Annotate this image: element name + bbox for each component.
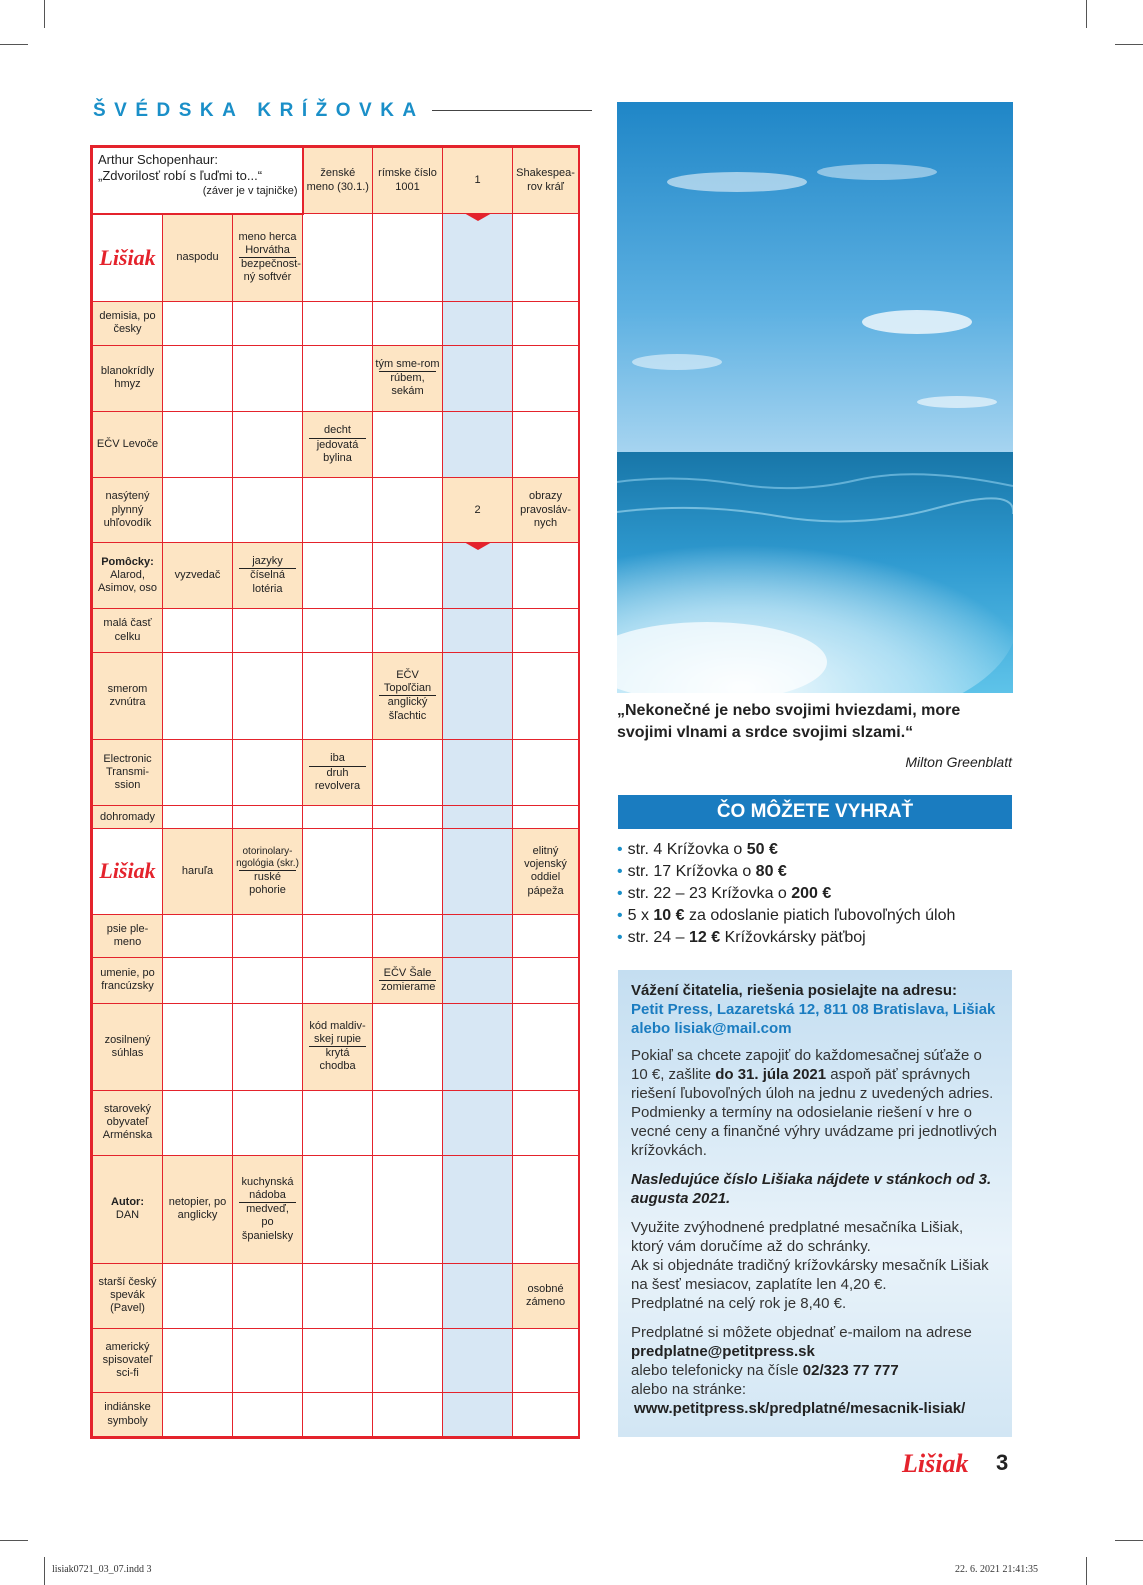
secret-cell[interactable] [443, 1003, 513, 1090]
clue-cell [93, 302, 163, 346]
clue-cell [93, 806, 163, 829]
secret-cell[interactable] [443, 1155, 513, 1263]
secret-cell[interactable] [443, 1090, 513, 1155]
prize-amount: 200 € [791, 885, 832, 902]
answer-cell[interactable] [233, 1090, 303, 1155]
clue-cell [93, 542, 163, 608]
answer-cell[interactable] [373, 829, 443, 915]
answer-cell[interactable] [163, 1090, 233, 1155]
answer-cell[interactable] [373, 1090, 443, 1155]
answer-cell[interactable] [513, 345, 579, 411]
clue-cell [513, 478, 579, 543]
clue-text: meno herca Horvátha [238, 230, 297, 257]
clue-cell [373, 345, 443, 411]
crop-mark [44, 0, 45, 28]
answer-cell[interactable] [513, 1003, 579, 1090]
answer-cell[interactable] [163, 345, 233, 411]
secret-number-cell [443, 148, 513, 214]
answer-cell[interactable] [163, 652, 233, 739]
crossword-quote-cell [93, 148, 303, 214]
answer-cell[interactable] [303, 214, 373, 302]
secret-number-cell [443, 478, 513, 543]
clue-text: jazyky [252, 555, 283, 568]
secret-cell[interactable] [443, 345, 513, 411]
answer-cell[interactable] [513, 412, 579, 478]
info-next-issue: Nasledujúce číslo Lišiaka nájdete v stánkoch od 3. augusta 2021. [631, 1171, 992, 1207]
clue-text: obrazy pravosláv-nych [520, 490, 571, 529]
clue-cell [513, 148, 579, 214]
clue-cell [93, 1328, 163, 1393]
clue-text: umenie, po francúzsky [100, 967, 155, 993]
answer-cell[interactable] [303, 806, 373, 829]
clue-text: kuchynská nádoba [241, 1175, 294, 1201]
crop-mark [1115, 44, 1143, 45]
print-slug-left: lisiak0721_03_07.indd 3 [52, 1564, 152, 1575]
answer-cell[interactable] [163, 958, 233, 1003]
sea-photo-image [617, 102, 1013, 693]
answer-cell[interactable] [303, 478, 373, 543]
clue-text: haruľa [181, 864, 214, 877]
answer-cell[interactable] [513, 806, 579, 829]
prize-text: za odoslanie piatich ľubovoľných úloh [684, 907, 956, 924]
answer-cell[interactable] [373, 609, 443, 653]
secret-cell[interactable] [443, 958, 513, 1003]
clue-text: staroveký obyvateľ Arménska [102, 1102, 153, 1142]
clue-cell [233, 829, 303, 915]
clue-text: anglický šľachtic [379, 695, 436, 722]
clue-text: iba [330, 752, 345, 765]
secret-cell[interactable] [443, 302, 513, 346]
crop-mark [0, 44, 28, 45]
answer-cell[interactable] [373, 542, 443, 608]
answer-cell[interactable] [233, 609, 303, 653]
answer-cell[interactable] [303, 652, 373, 739]
clue-cell [93, 1263, 163, 1328]
prize-text: str. 4 Krížovka o [627, 841, 747, 858]
info-subscription: Ak si objednáte tradičný krížovkársky mesačník Lišiak na šesť mesiacov, zaplatíte len 4,20 €. [631, 1257, 989, 1293]
title-rule [432, 110, 592, 111]
logo-cell [93, 829, 163, 915]
clue-cell [303, 148, 373, 214]
info-order-text: alebo telefonicky na čísle [631, 1362, 803, 1379]
clue-cell [93, 1155, 163, 1263]
sea-quote-author: Milton Greenblatt [905, 754, 1012, 770]
secret-cell[interactable] [443, 542, 513, 608]
answer-cell[interactable] [373, 412, 443, 478]
answer-cell[interactable] [373, 740, 443, 806]
clue-text: nasýtený plynný uhľovodík [103, 490, 152, 529]
lisiak-logo: Lišiak [99, 858, 156, 884]
clue-text: rúbem, sekám [379, 371, 436, 398]
clue-text: indiánske symboly [104, 1401, 151, 1427]
prize-amount: 12 € [688, 929, 721, 946]
clue-text: zomierame [381, 980, 436, 993]
clue-cell [373, 958, 443, 1003]
answer-cell[interactable] [163, 1328, 233, 1393]
clue-cell [303, 740, 373, 806]
clue-text: osobné zámeno [525, 1282, 566, 1308]
secret-cell[interactable] [443, 1393, 513, 1437]
clue-text: bezpečnost-ný softvér [241, 258, 301, 284]
clue-text: starší český spevák (Pavel) [98, 1275, 157, 1315]
info-address: Petit Press, Lazaretská 12, 811 08 Bratislava, Lišiak alebo lisiak@mail.com [631, 1001, 996, 1037]
clue-text: Alarod, Asimov, oso [97, 568, 158, 595]
answer-cell[interactable] [303, 1328, 373, 1393]
clue-cell [373, 148, 443, 214]
clue-cell [93, 914, 163, 958]
info-contest-text: Pokiaľ sa chcete zapojiť do každomesačnej súťaže o 10 €, zašlite [631, 1047, 982, 1083]
answer-cell[interactable] [373, 806, 443, 829]
crop-mark [1086, 1557, 1087, 1585]
logo-cell [93, 214, 163, 302]
clue-cell [93, 1090, 163, 1155]
prize-text: 5 x [627, 907, 654, 924]
clue-cell [93, 412, 163, 478]
info-order-email[interactable]: predplatne@petitpress.sk [631, 1343, 815, 1360]
answer-cell[interactable] [163, 412, 233, 478]
clue-text: Electronic Transmi-ssion [103, 752, 152, 792]
answer-cell[interactable] [373, 1263, 443, 1328]
answer-cell[interactable] [233, 806, 303, 829]
clue-text: naspodu [176, 251, 219, 264]
secret-cell[interactable] [443, 1328, 513, 1393]
info-subscription: Predplatné na celý rok je 8,40 €. [631, 1295, 847, 1312]
answer-cell[interactable] [303, 609, 373, 653]
clue-cell [513, 1263, 579, 1328]
prizes-header: ČO MÔŽETE VYHRAŤ [618, 795, 1012, 829]
secret-number: 1 [474, 173, 481, 186]
answer-cell[interactable] [373, 1003, 443, 1090]
clue-text: otorinolary-ngológia (skr.) [236, 845, 299, 869]
info-subscription: Využite zvýhodnené predplatné mesačníka Lišiak, ktorý vám doručíme až do schránky. [631, 1219, 964, 1255]
prize-text: Krížovkársky päťboj [720, 929, 866, 946]
page-title: ŠVÉDSKA KRÍŽOVKA [93, 100, 425, 121]
clue-text: Pomôcky: [101, 555, 154, 568]
clue-text: demisia, po česky [99, 310, 156, 336]
answer-cell[interactable] [513, 652, 579, 739]
secret-cell[interactable] [443, 1263, 513, 1328]
answer-cell[interactable] [513, 740, 579, 806]
prize-item [617, 927, 955, 949]
secret-number: 2 [474, 503, 481, 516]
clue-text: EČV Topoľčian [383, 669, 432, 695]
clue-text: ženské meno (30.1.) [306, 167, 369, 193]
answer-cell[interactable] [233, 958, 303, 1003]
clue-text: EČV Šale [383, 966, 432, 979]
answer-cell[interactable] [303, 302, 373, 346]
answer-cell[interactable] [163, 609, 233, 653]
sea-quote: „Nekonečné je nebo svojimi hviezdami, more svojimi vlnami a srdce svojimi slzami.“ [617, 702, 961, 741]
answer-cell[interactable] [303, 829, 373, 915]
prize-item [617, 861, 955, 883]
answer-cell[interactable] [163, 1003, 233, 1090]
clue-cell [513, 829, 579, 915]
arrow-down-icon [464, 213, 492, 221]
answer-cell[interactable] [513, 1393, 579, 1437]
secret-cell[interactable] [443, 806, 513, 829]
clue-text: EČV Levoče [96, 438, 159, 451]
secret-cell[interactable] [443, 914, 513, 958]
clue-cell [93, 652, 163, 739]
clue-text: tým sme-rom [375, 358, 440, 371]
clue-text: decht [324, 424, 351, 437]
info-order-phone: 02/323 77 777 [802, 1362, 899, 1379]
answer-cell[interactable] [303, 1263, 373, 1328]
prizes-list [617, 839, 955, 949]
prize-item [617, 839, 955, 861]
clue-text: blanokrídly hmyz [100, 365, 155, 391]
answer-cell[interactable] [513, 914, 579, 958]
answer-cell[interactable] [163, 478, 233, 543]
clue-text: psie ple-meno [106, 922, 149, 949]
clue-text: vyzvedač [174, 568, 221, 581]
clue-cell [373, 652, 443, 739]
answer-cell[interactable] [233, 1003, 303, 1090]
answer-cell[interactable] [163, 1263, 233, 1328]
clue-text: jedovatá bylina [309, 438, 366, 465]
prize-text: str. 24 – [627, 929, 689, 946]
answer-cell[interactable] [513, 609, 579, 653]
info-box [618, 970, 1012, 1437]
clue-cell [233, 1155, 303, 1263]
answer-cell[interactable] [513, 542, 579, 608]
clue-cell [93, 478, 163, 543]
clue-text: americký spisovateľ sci-fi [102, 1340, 153, 1379]
secret-cell[interactable] [443, 829, 513, 915]
clue-text: elitný vojenský oddiel pápeža [524, 844, 567, 897]
answer-cell[interactable] [303, 1155, 373, 1263]
clue-text: Shakespea-rov kráľ [516, 167, 575, 193]
answer-cell[interactable] [373, 302, 443, 346]
answer-cell[interactable] [233, 740, 303, 806]
clue-text: DAN [115, 1209, 140, 1222]
answer-cell[interactable] [513, 958, 579, 1003]
answer-cell[interactable] [233, 345, 303, 411]
info-contest-text: aspoň päť správnych riešení ľubovoľných úloh na jednu z uvedených adries. Podmienky a termíny na odosielanie riešení v hre o vecné ceny a finančné výhry uvádzame pri jednotlivých krížovkách. [631, 1066, 998, 1159]
clue-cell [163, 829, 233, 915]
answer-cell[interactable] [233, 412, 303, 478]
page-number: 3 [996, 1450, 1009, 1475]
answer-cell[interactable] [163, 740, 233, 806]
answer-cell[interactable] [513, 1328, 579, 1393]
answer-cell[interactable] [233, 914, 303, 958]
clue-text: číselná lotéria [239, 568, 296, 595]
answer-cell[interactable] [373, 214, 443, 302]
secret-cell[interactable] [443, 652, 513, 739]
secret-cell[interactable] [443, 609, 513, 653]
clue-cell [233, 542, 303, 608]
info-order-text: alebo na stránke: [631, 1381, 747, 1398]
arrow-down-icon [464, 542, 492, 550]
answer-cell[interactable] [163, 914, 233, 958]
clue-text: zosilnený súhlas [104, 1033, 151, 1059]
secret-cell[interactable] [443, 740, 513, 806]
answer-cell[interactable] [303, 958, 373, 1003]
answer-cell[interactable] [373, 1393, 443, 1437]
footer-lisiak-logo: Lišiak [902, 1449, 969, 1478]
prize-text: str. 22 – 23 Krížovka o [627, 885, 792, 902]
prize-amount: 80 € [755, 863, 787, 880]
clue-cell [93, 345, 163, 411]
answer-cell[interactable] [163, 302, 233, 346]
clue-cell [93, 958, 163, 1003]
clue-text: kód maldiv-skej rupie [309, 1019, 366, 1046]
crossword-grid [90, 145, 580, 1439]
answer-cell[interactable] [163, 806, 233, 829]
secret-cell[interactable] [443, 412, 513, 478]
answer-cell[interactable] [513, 1155, 579, 1263]
clue-cell [163, 1155, 233, 1263]
clue-text: rímske číslo 1001 [378, 167, 437, 193]
clue-cell [93, 1393, 163, 1437]
prize-text: str. 17 Krížovka o [627, 863, 756, 880]
quote-hint-line: (záver je v tajničke) [202, 185, 298, 198]
clue-cell [303, 1003, 373, 1090]
crop-mark [0, 1540, 28, 1541]
clue-text: ruské pohorie [239, 870, 296, 897]
answer-cell[interactable] [233, 302, 303, 346]
answer-cell[interactable] [373, 914, 443, 958]
prize-amount: 10 € [653, 907, 685, 924]
answer-cell[interactable] [163, 1393, 233, 1437]
clue-text: druh revolvera [309, 766, 366, 793]
clue-text: medveď, po španielsky [239, 1202, 296, 1243]
answer-cell[interactable] [513, 1090, 579, 1155]
clue-text: malá časť celku [103, 617, 152, 643]
answer-cell[interactable] [303, 914, 373, 958]
clue-cell [163, 542, 233, 608]
prize-item [617, 883, 955, 905]
print-slug-right: 22. 6. 2021 21:41:35 [955, 1564, 1039, 1575]
crop-mark [1086, 0, 1087, 28]
answer-cell[interactable] [303, 1090, 373, 1155]
clue-cell [303, 412, 373, 478]
clue-cell [93, 609, 163, 653]
crop-mark [44, 1557, 45, 1585]
answer-cell[interactable] [513, 214, 579, 302]
quote-author-line: Arthur Schopenhaur: [98, 152, 218, 167]
answer-cell[interactable] [233, 652, 303, 739]
clue-text: dohromady [99, 810, 156, 823]
prize-item [617, 905, 955, 927]
clue-cell [93, 1003, 163, 1090]
info-heading: Vážení čitatelia, riešenia posielajte na adresu: [631, 982, 957, 999]
answer-cell[interactable] [303, 345, 373, 411]
clue-text: smerom zvnútra [107, 682, 148, 708]
answer-cell[interactable] [513, 302, 579, 346]
secret-cell[interactable] [443, 214, 513, 302]
answer-cell[interactable] [373, 478, 443, 543]
sea-photo [617, 102, 1013, 693]
answer-cell[interactable] [233, 1328, 303, 1393]
clue-cell [93, 740, 163, 806]
crop-mark [1115, 1540, 1143, 1541]
answer-cell[interactable] [233, 1393, 303, 1437]
info-order-text: Predplatné si môžete objednať e-mailom na adrese [631, 1324, 972, 1341]
clue-text: Autor: [111, 1196, 144, 1209]
info-deadline: do 31. júla 2021 [715, 1066, 827, 1083]
clue-text: netopier, po anglicky [168, 1196, 227, 1222]
answer-cell[interactable] [373, 1328, 443, 1393]
answer-cell[interactable] [303, 542, 373, 608]
quote-text-line: „Zdvorilosť robí s ľuďmi to...“ [98, 167, 263, 183]
prize-amount: 50 € [746, 841, 778, 858]
answer-cell[interactable] [373, 1155, 443, 1263]
answer-cell[interactable] [233, 478, 303, 543]
answer-cell[interactable] [233, 1263, 303, 1328]
clue-cell [233, 214, 303, 302]
clue-text: krytá chodba [309, 1046, 366, 1073]
answer-cell[interactable] [303, 1393, 373, 1437]
info-order-web[interactable]: www.petitpress.sk/predplatné/mesacnik-lisiak/ [634, 1400, 966, 1417]
clue-cell [163, 214, 233, 302]
lisiak-logo: Lišiak [99, 244, 156, 270]
